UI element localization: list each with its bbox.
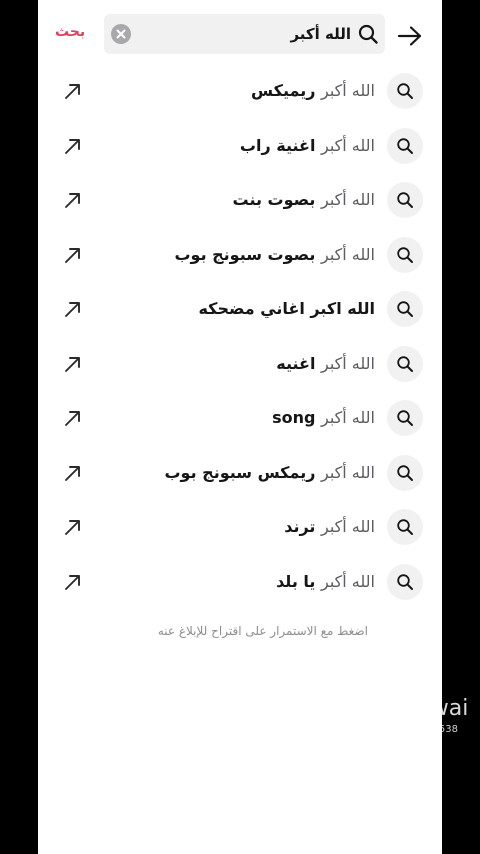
- suggestion-query-part: الله أكبر: [321, 244, 375, 264]
- search-icon-badge: [387, 346, 423, 382]
- suggestion-completion: اغنيه: [276, 353, 321, 373]
- suggestion-text: [251, 80, 375, 102]
- fill-query-arrow-icon[interactable]: [62, 571, 84, 593]
- suggestion-completion: بصوت بنت: [232, 190, 321, 209]
- fill-query-arrow-icon[interactable]: [62, 298, 84, 320]
- suggestion-completion: song: [272, 408, 321, 427]
- search-icon-badge: [387, 291, 423, 327]
- suggestion-query-part: الله أكبر: [321, 517, 375, 536]
- suggestion-text: [276, 353, 375, 375]
- suggestion-completion: ترند: [284, 517, 321, 536]
- kwai-brand: kwai: [418, 696, 469, 721]
- search-query-text: الله أكبر: [290, 25, 351, 43]
- search-icon-badge: [387, 128, 423, 164]
- search-icon: [396, 573, 414, 591]
- suggestion-row[interactable]: [38, 500, 442, 555]
- suggestion-text: [240, 135, 375, 157]
- search-icon-badge: [387, 182, 423, 218]
- suggestion-query-part: الله أكبر: [321, 353, 375, 373]
- long-press-hint: اضغط مع الاستمرار على اقتراح للإبلاغ عنه: [157, 624, 368, 638]
- search-icon: [396, 300, 414, 318]
- fill-query-arrow-icon[interactable]: [62, 244, 84, 266]
- suggestion-row[interactable]: [38, 173, 442, 228]
- suggestion-query-part: الله أكبر: [321, 135, 375, 155]
- search-input[interactable]: [104, 14, 385, 54]
- search-screen: [38, 0, 442, 854]
- suggestion-text: [164, 462, 375, 484]
- suggestion-list: [38, 64, 442, 609]
- suggestion-completion: يا بلد: [276, 571, 321, 591]
- suggestion-completion: ريمكس سبونج بوب: [164, 462, 321, 482]
- fill-query-arrow-icon[interactable]: [62, 80, 84, 102]
- fill-query-arrow-icon[interactable]: [62, 189, 84, 211]
- suggestion-row[interactable]: [38, 228, 442, 283]
- suggestion-completion: اغنية راب: [239, 135, 321, 155]
- suggestion-row[interactable]: [38, 555, 442, 610]
- search-icon: [396, 246, 414, 264]
- suggestion-row[interactable]: [38, 337, 442, 392]
- kwai-watermark: [388, 694, 474, 744]
- suggestion-query-part: الله أكبر: [321, 571, 375, 591]
- close-icon: [116, 29, 126, 39]
- suggestion-row[interactable]: [38, 391, 442, 446]
- suggestion-query-part: الله أكبر: [321, 81, 375, 100]
- search-icon-badge: [387, 564, 423, 600]
- search-icon: [396, 518, 414, 536]
- watermark-username: @a...s538: [408, 724, 458, 735]
- search-icon-badge: [387, 400, 423, 436]
- suggestion-query-part: الله أكبر: [321, 408, 375, 427]
- clear-search-button[interactable]: [111, 24, 131, 44]
- suggestion-row[interactable]: [38, 446, 442, 501]
- suggestion-completion: ريميكس: [251, 81, 321, 100]
- fill-query-arrow-icon[interactable]: [62, 462, 84, 484]
- kwai-logo-icon: [390, 700, 412, 720]
- suggestion-text: [174, 244, 375, 266]
- suggestion-row[interactable]: [38, 119, 442, 174]
- suggestion-text: [276, 571, 375, 593]
- search-icon: [396, 464, 414, 482]
- search-icon-badge: [387, 237, 423, 273]
- search-submit-button[interactable]: بحث: [55, 24, 86, 40]
- search-icon: [396, 409, 414, 427]
- suggestion-row[interactable]: [38, 282, 442, 337]
- suggestion-text: [233, 189, 376, 211]
- search-icon-badge: [387, 455, 423, 491]
- search-icon: [357, 23, 379, 45]
- suggestion-text: [284, 516, 375, 538]
- fill-query-arrow-icon[interactable]: [62, 353, 84, 375]
- search-icon: [396, 82, 414, 100]
- search-icon: [396, 137, 414, 155]
- arrow-right-icon: [397, 25, 423, 47]
- search-icon: [396, 355, 414, 373]
- fill-query-arrow-icon[interactable]: [62, 135, 84, 157]
- suggestion-completion: بصوت سبونج بوب: [174, 244, 321, 264]
- fill-query-arrow-icon[interactable]: [62, 516, 84, 538]
- back-button[interactable]: [393, 19, 427, 53]
- search-header: [38, 0, 442, 70]
- suggestion-query-part: الله أكبر: [321, 190, 375, 209]
- suggestion-query-part: الله أكبر: [321, 462, 375, 482]
- suggestion-row[interactable]: [38, 64, 442, 119]
- suggestion-text: [198, 298, 375, 320]
- suggestion-completion: الله اكبر اغاني مضحكه: [198, 299, 375, 318]
- search-icon-badge: [387, 509, 423, 545]
- search-icon-badge: [387, 73, 423, 109]
- suggestion-text: [272, 407, 375, 429]
- search-icon: [396, 191, 414, 209]
- fill-query-arrow-icon[interactable]: [62, 407, 84, 429]
